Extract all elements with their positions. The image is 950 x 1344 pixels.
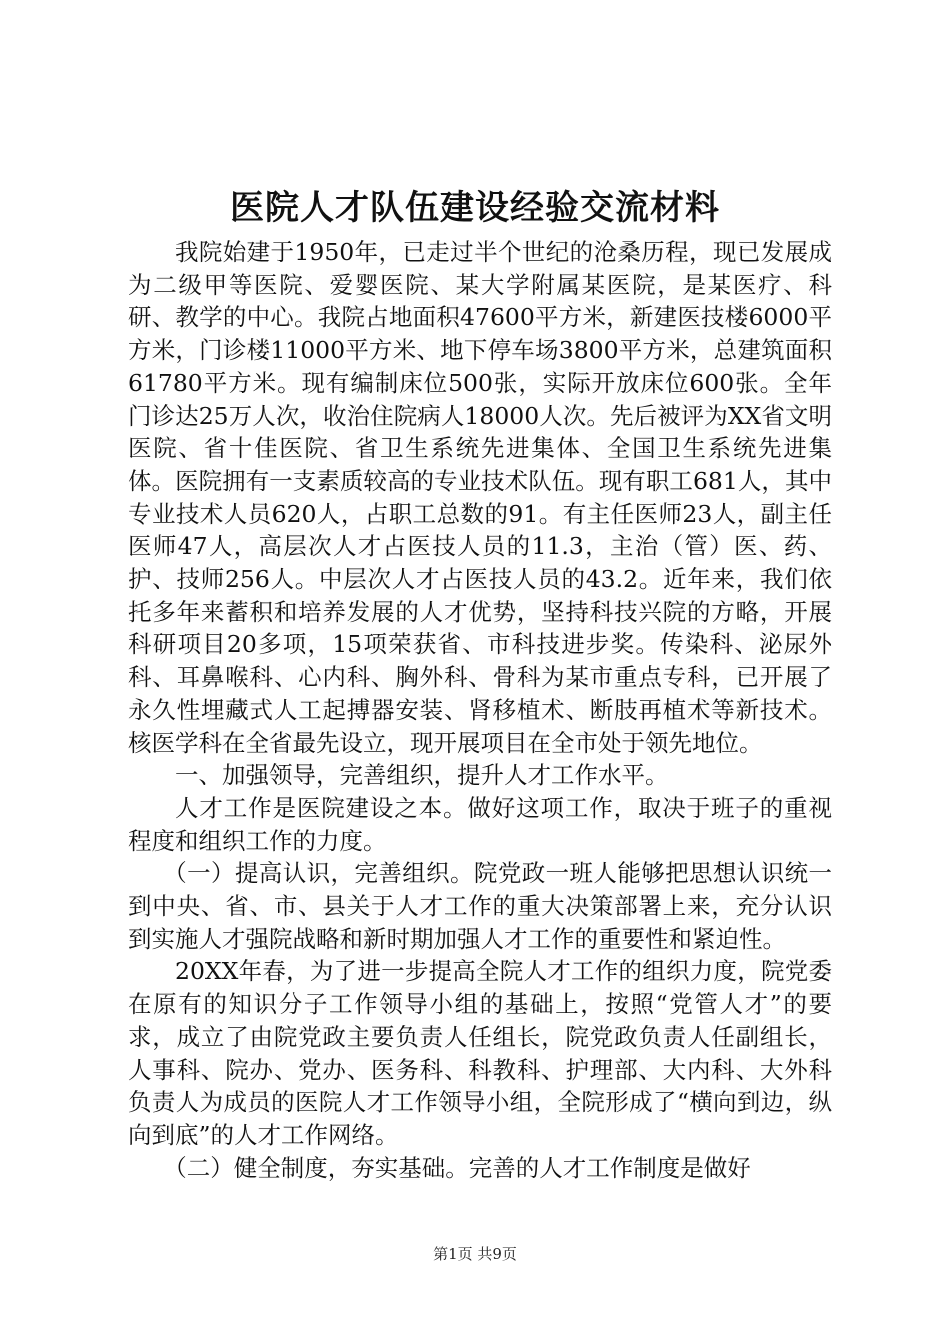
paragraph-intro: 我院始建于1950年，已走过半个世纪的沧桑历程，现已发展成为二级甲等医院、爱婴医院、某大学附属某医院，是某医疗、科研、教学的中心。我院占地面积47600平方米，新建医技楼6000平方米，门诊楼11000平方米、地下停车场3800平方米，总建筑面积61780平方米。现有编制床位500张，实际开放床位600张。全年门诊达25万人次，收治住院病人18000人次。先后被评为XX省文明医院、省十佳医院、省卫生系统先进集体、全国卫生系统先进集体。医院拥有一支素质较高的专业技术队伍。现有职工681人，其中专业技术人员620人，占职工总数的91。有主任医师23人，副主任医师47人，高层次人才占医技人员的11.3，主治（管）医、药、护、技师256人。中层次人才占医技人员的43.2。近年来，我们依托多年来蓄积和培养发展的人才优势，坚持科技兴院的方略，开展科研项目20多项，15项荣获省、市科技进步奖。传染科、泌尿外科、耳鼻喉科、心内科、胸外科、骨科为某市重点专科，已开展了永久性埋藏式人工起搏器安装、肾移植术、断肢再植术等新技术。核医学科在全省最先设立，现开展项目在全市处于领先地位。 bbox=[128, 238, 832, 757]
section-heading-1: 一、加强领导，完善组织，提升人才工作水平。 bbox=[175, 761, 669, 790]
subsection-1-paragraph: （一）提高认识，完善组织。院党政一班人能够把思想认识统一到中央、省、市、县关于人才工作的重大决策部署上来，充分认识到实施人才强院战略和新时期加强人才工作的重要性和紧迫性。 bbox=[128, 859, 832, 953]
document-body bbox=[128, 236, 832, 1184]
page-number-footer: 第1页 共9页 bbox=[433, 1245, 517, 1263]
paragraph-spring: 20XX年春，为了进一步提高全院人才工作的组织力度，院党委在原有的知识分子工作领导小组的基础上，按照“党管人才”的要求，成立了由院党政主要负责人任组长，院党政负责人任副组长，人事科、院办、党办、医务科、科教科、护理部、大内科、大外科负责人为成员的医院人才工作领导小组，全院形成了“横向到边，纵向到底”的人才工作网络。 bbox=[128, 957, 832, 1149]
document-title: 医院人才队伍建设经验交流材料 bbox=[230, 188, 720, 228]
subsection-2-paragraph: （二）健全制度，夯实基础。完善的人才工作制度是做好 bbox=[163, 1153, 751, 1182]
paragraph-section-1-intro: 人才工作是医院建设之本。做好这项工作，取决于班子的重视程度和组织工作的力度。 bbox=[128, 793, 832, 855]
